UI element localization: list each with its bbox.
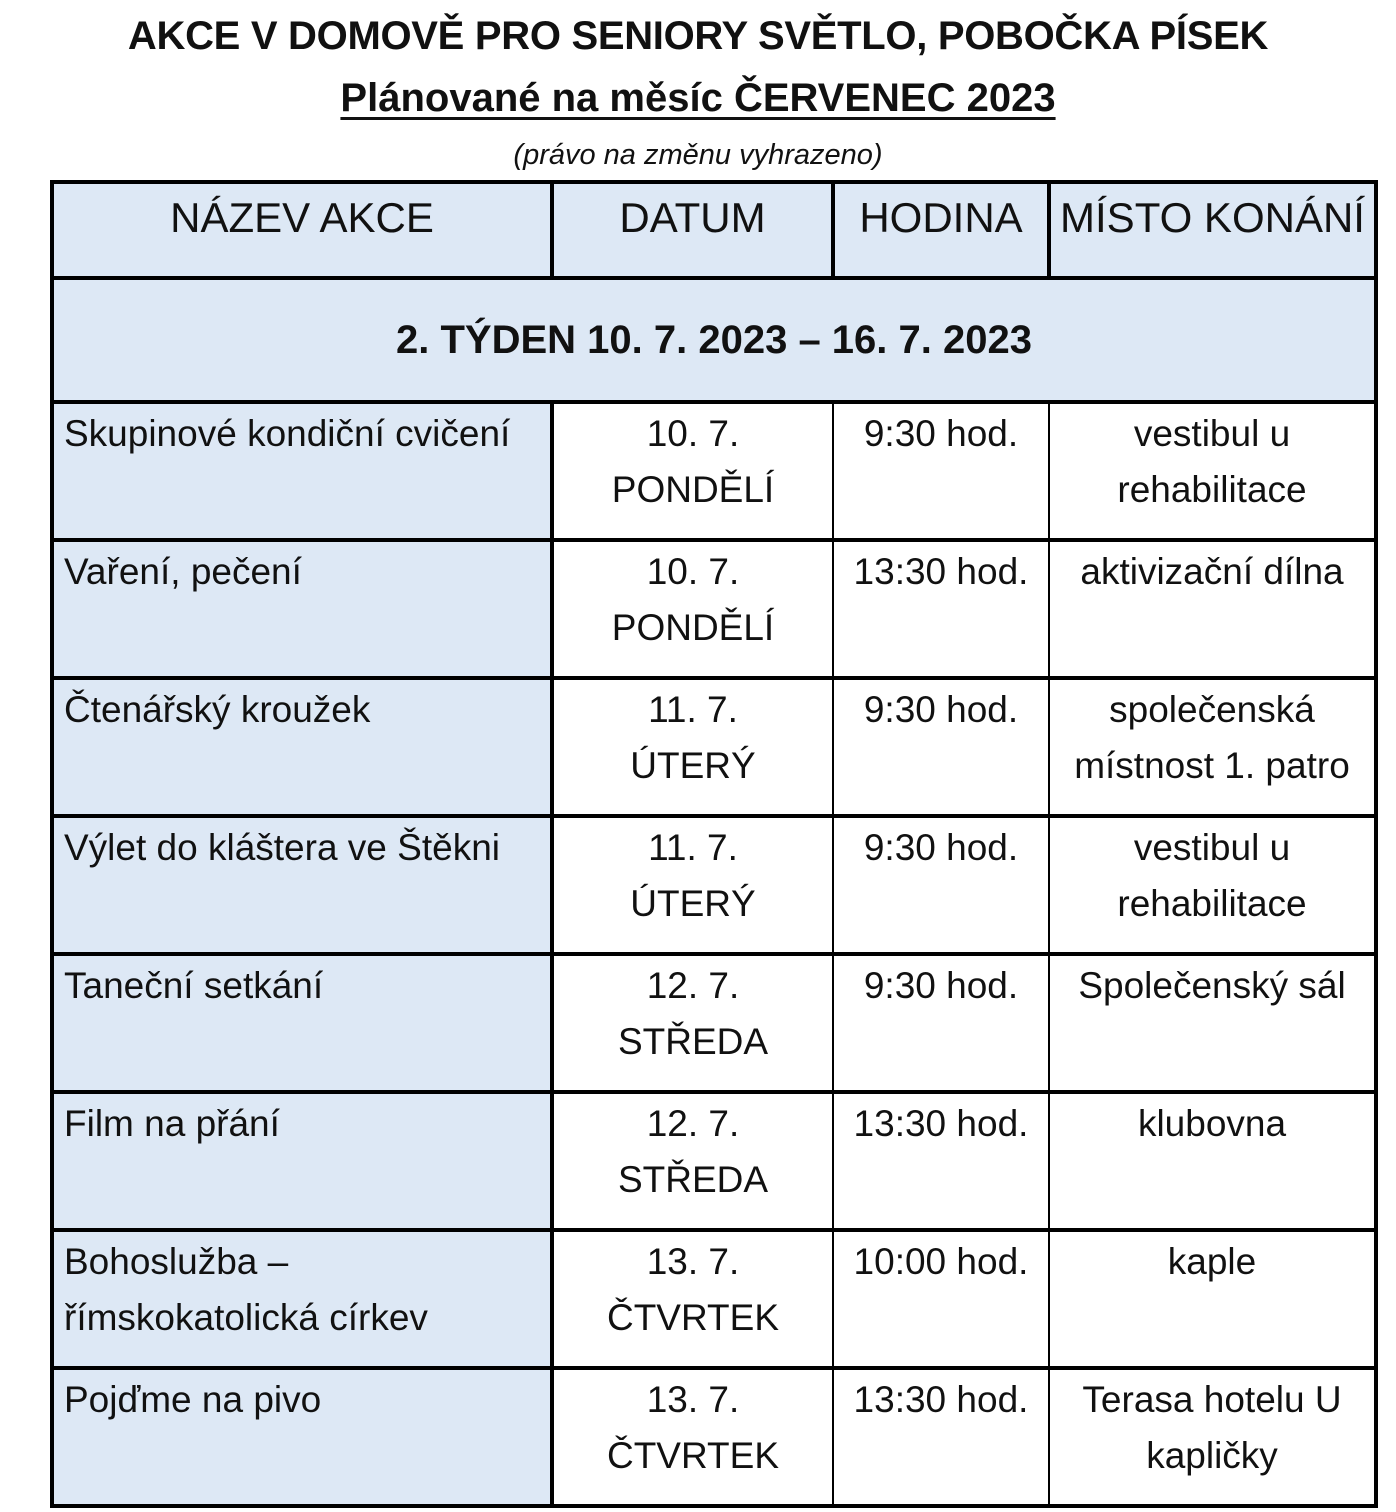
event-date: 10. 7. — [646, 551, 740, 592]
event-time: 9:30 hod. — [833, 954, 1049, 1092]
event-name-cell — [52, 1092, 552, 1230]
table-row — [52, 1092, 1376, 1230]
event-name-line: Film na přání — [64, 1103, 280, 1144]
header-place: MÍSTO KONÁNÍ — [1049, 182, 1376, 278]
header-time: HODINA — [833, 182, 1049, 278]
event-date-cell — [552, 1368, 833, 1506]
event-place-line: klubovna — [1137, 1103, 1287, 1144]
event-date-cell — [552, 540, 833, 678]
table-body — [52, 278, 1376, 1506]
event-weekday: PONDĚLÍ — [611, 607, 775, 648]
event-place-line: Terasa hotelu U — [1082, 1379, 1342, 1420]
header-date: DATUM — [552, 182, 833, 278]
events-table — [50, 180, 1378, 1508]
event-name-line: Bohoslužba – — [64, 1241, 289, 1282]
event-time: 13:30 hod. — [833, 1368, 1049, 1506]
event-name-line: Skupinové kondiční cvičení — [64, 413, 511, 454]
event-date: 13. 7. — [646, 1241, 740, 1282]
event-date-cell — [552, 678, 833, 816]
event-weekday: STŘEDA — [617, 1021, 769, 1062]
event-place-line: místnost 1. patro — [1074, 745, 1350, 786]
event-place-cell — [1049, 1368, 1376, 1506]
subtitle-text: Plánované na měsíc ČERVENEC 2023 — [340, 76, 1056, 120]
event-date-cell — [552, 954, 833, 1092]
event-time: 10:00 hod. — [833, 1230, 1049, 1368]
event-name-cell — [52, 816, 552, 954]
event-name-line: Čtenářský kroužek — [64, 689, 371, 730]
event-date: 12. 7. — [646, 1103, 740, 1144]
event-weekday: STŘEDA — [617, 1159, 769, 1200]
event-weekday: PONDĚLÍ — [611, 469, 775, 510]
event-weekday: ÚTERÝ — [630, 883, 756, 924]
table-row — [52, 1230, 1376, 1368]
week-row — [52, 278, 1376, 402]
event-place-line: aktivizační dílna — [1080, 551, 1344, 592]
event-time: 9:30 hod. — [833, 678, 1049, 816]
event-name-line: Výlet do kláštera ve Štěkni — [64, 827, 500, 868]
table-row — [52, 816, 1376, 954]
event-place-cell — [1049, 678, 1376, 816]
event-place-line: společenská — [1109, 689, 1315, 730]
event-name-cell — [52, 540, 552, 678]
event-date: 11. 7. — [648, 689, 738, 730]
table-row — [52, 540, 1376, 678]
event-name-cell — [52, 678, 552, 816]
event-date: 11. 7. — [648, 827, 738, 868]
event-place-line: rehabilitace — [1117, 883, 1307, 924]
event-place-cell — [1049, 816, 1376, 954]
event-place-cell — [1049, 540, 1376, 678]
event-date-cell — [552, 816, 833, 954]
event-weekday: ČTVRTEK — [606, 1297, 779, 1338]
event-name-line: Pojďme na pivo — [64, 1379, 322, 1420]
event-time: 9:30 hod. — [833, 402, 1049, 540]
event-name-cell — [52, 954, 552, 1092]
header-event-name: NÁZEV AKCE — [52, 182, 552, 278]
event-place-cell — [1049, 1092, 1376, 1230]
table-header-row — [52, 182, 1376, 278]
event-weekday: ÚTERÝ — [630, 745, 756, 786]
event-name-cell — [52, 1368, 552, 1506]
event-place-line: Společenský sál — [1078, 965, 1346, 1006]
event-name-cell — [52, 402, 552, 540]
event-place-line: kapličky — [1146, 1435, 1278, 1476]
event-place-cell — [1049, 402, 1376, 540]
event-time: 9:30 hod. — [833, 816, 1049, 954]
event-date: 10. 7. — [646, 413, 740, 454]
event-place-line: kaple — [1167, 1241, 1257, 1282]
event-place-cell — [1049, 954, 1376, 1092]
event-name-cell — [52, 1230, 552, 1368]
event-place-line: vestibul u — [1133, 827, 1291, 868]
event-date-cell — [552, 1230, 833, 1368]
event-weekday: ČTVRTEK — [606, 1435, 779, 1476]
table-row — [52, 678, 1376, 816]
event-time: 13:30 hod. — [833, 540, 1049, 678]
event-time: 13:30 hod. — [833, 1092, 1049, 1230]
event-name-line: římskokatolická církev — [64, 1297, 428, 1338]
event-date-cell — [552, 1092, 833, 1230]
page-title: AKCE V DOMOVĚ PRO SENIORY SVĚTLO, POBOČKA PÍSEK — [127, 14, 1269, 58]
event-date: 12. 7. — [646, 965, 740, 1006]
table-row — [52, 1368, 1376, 1506]
event-name-line: Taneční setkání — [64, 965, 324, 1006]
week-label: 2. TÝDEN 10. 7. 2023 – 16. 7. 2023 — [52, 278, 1376, 402]
table-row — [52, 954, 1376, 1092]
event-place-line: vestibul u — [1133, 413, 1291, 454]
event-place-cell — [1049, 1230, 1376, 1368]
page-subtitle — [0, 72, 1396, 124]
event-date-cell — [552, 402, 833, 540]
event-date: 13. 7. — [646, 1379, 740, 1420]
page-note: (právo na změnu vyhrazeno) — [513, 139, 883, 171]
event-place-line: rehabilitace — [1117, 469, 1307, 510]
event-name-line: Vaření, pečení — [64, 551, 302, 592]
table-row — [52, 402, 1376, 540]
